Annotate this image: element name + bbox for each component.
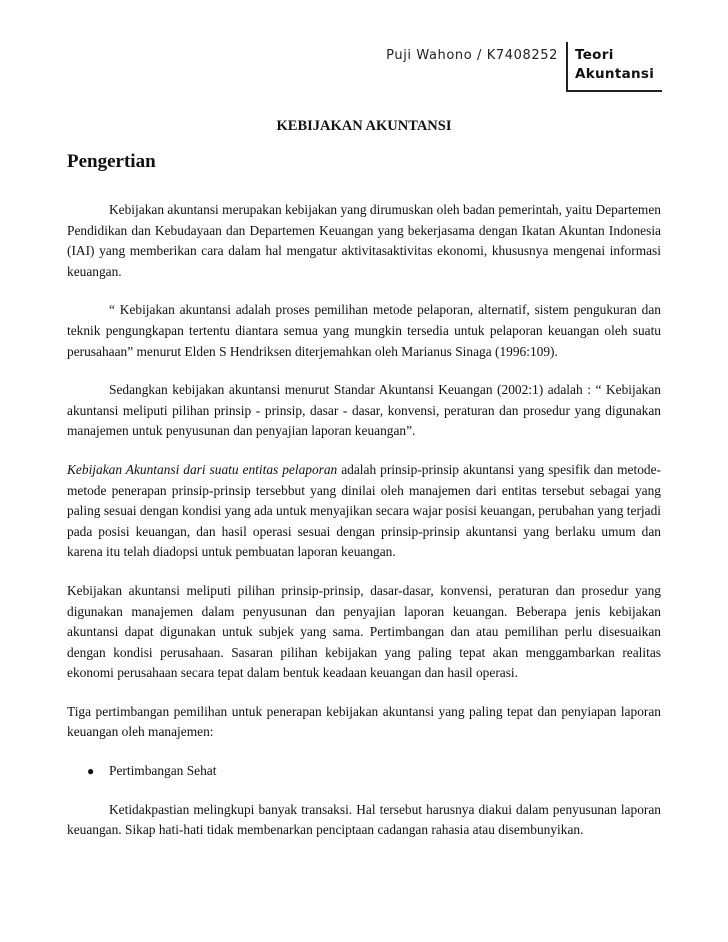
document-title: KEBIJAKAN AKUNTANSI (276, 118, 452, 134)
paragraph-4 (67, 460, 661, 563)
list-item (67, 761, 661, 782)
paragraph-5: Kebijakan akuntansi meliputi pilihan prinsip-prinsip, dasar-dasar, konvensi, peraturan dan prosedur yang digunakan manajemen dalam penyusunan dan penyajian laporan keuangan. Beberapa jenis kebijakan akuntansi dapat digunakan untuk subjek yang sama. Pertimbangan dan atau pemilihan perlu disesuaikan dengan kondisi perusahaan. Sasaran pilihan kebijakan yang paling tepat akan menggambarkan realitas ekonomi perusahaan secara tepat dalam bentuk keadaan keuangan dan hasil operasi. (67, 582, 661, 681)
paragraph-4-lead: Kebijakan Akuntansi dari suatu entitas pelaporan (67, 461, 338, 477)
header-divider-vertical (566, 42, 568, 92)
header-subject-line1: Teori (575, 47, 614, 63)
section-heading: Pengertian (67, 151, 156, 172)
paragraph-4-rest: adalah prinsip-prinsip akuntansi yang spesifik dan metode-metode penerapan prinsip-prinsip tersebbut yang dinilai oleh manajemen dari entitas tersebut sebagai yang paling sesuai dengan kondisi yang ada untuk menyajikan secara wajar posisi keuangan, perubahan yang terjadi pada posisi keuangan, dan hasil operasi sesuai dengan prinsip-prinsip akuntansi yang berlaku umum dan karena itu telah diadopsi untuk pembuatan laporan keuangan. (67, 461, 661, 560)
bullet-list (67, 761, 661, 782)
header-subject-line2: Akuntansi (575, 66, 655, 82)
bullet-dot-icon: ● (87, 764, 95, 779)
paragraph-7: Ketidakpastian melingkupi banyak transaksi. Hal tersebut harusnya diakui dalam penyusunan laporan keuangan. Sikap hati-hati tidak membenarkan penciptaan cadangan rahasia atau disembunyikan. (67, 801, 661, 838)
paragraph-2: “ Kebijakan akuntansi adalah proses pemilihan metode pelaporan, alternatif, sistem pengukuran dan teknik pengungkapan tertentu diantara semua yang mungkin tersedia untuk pelaporan keuangan oleh suatu perusahaan” menurut Elden S Hendriksen diterjemahkan oleh Marianus Sinaga (1996:109). (67, 302, 661, 359)
paragraph-6: Tiga pertimbangan pemilihan untuk penerapan kebijakan akuntansi yang paling tepat dan penyiapan laporan keuangan oleh manajemen: (67, 703, 661, 740)
paragraph-1: Kebijakan akuntansi merupakan kebijakan yang dirumuskan oleh badan pemerintah, yaitu Departemen Pendidikan dan Kebudayaan dan Departemen Keuangan yang bekerjasama dengan Ikatan Akuntan Indonesia (IAI) yang memberikan cara dalam hal mengatur aktivitasaktivitas ekonomi, khususnya mengenai informasi keuangan. (67, 202, 661, 279)
header-divider-horizontal (566, 90, 662, 92)
document-body (67, 200, 661, 859)
page-header (0, 42, 728, 92)
header-author: Puji Wahono / K7408252 (386, 48, 558, 63)
header-subject (575, 46, 654, 84)
paragraph-3: Sedangkan kebijakan akuntansi menurut Standar Akuntansi Keuangan (2002:1) adalah : “ Kebijakan akuntansi meliputi pilihan prinsip - prinsip, dasar - dasar, konvensi, peraturan dan prosedur yang digunakan manajemen untuk penyusunan dan penyajian laporan keuangan”. (67, 382, 661, 439)
bullet-item-label: Pertimbangan Sehat (109, 763, 217, 779)
